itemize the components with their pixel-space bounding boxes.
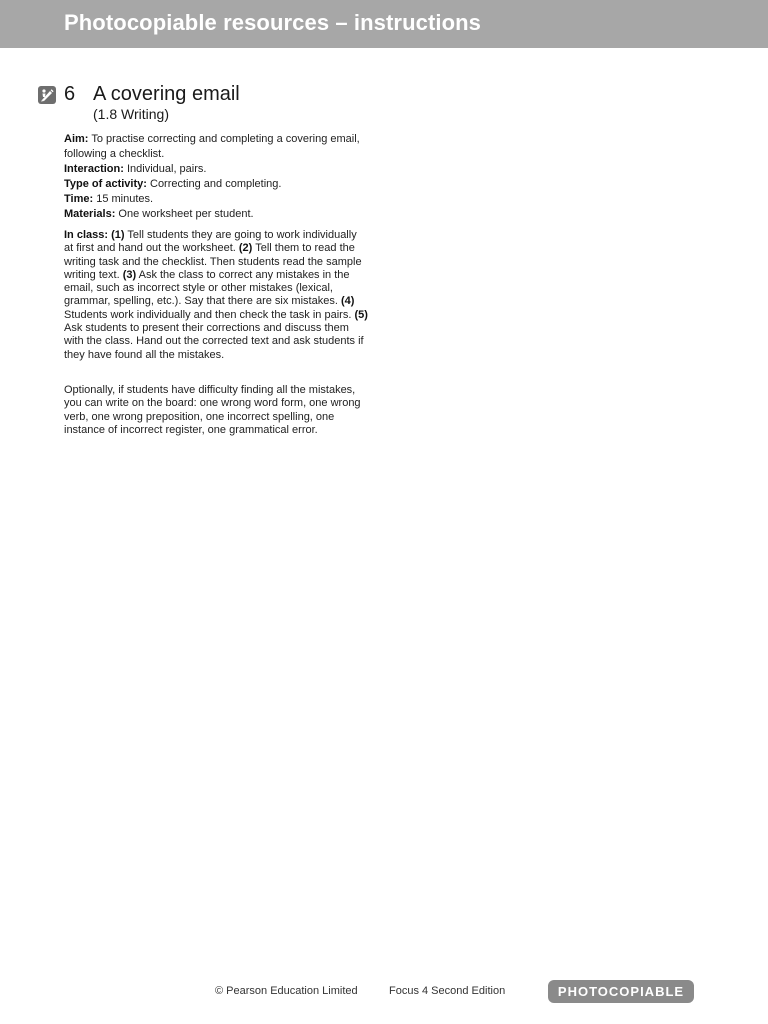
activity-meta: [64, 132, 364, 222]
step-number: (2): [238, 242, 253, 255]
page-header: [0, 0, 768, 48]
in-class-label: In class:: [64, 229, 109, 241]
step-text: Ask the class to correct any mistakes in the email, such as incorrect style or other mistakes (lexical, grammar, spelling, etc.). Say that there are six mistakes.: [64, 268, 350, 308]
section-subtitle: (1.8 Writing): [93, 106, 169, 122]
step-text: Students work individually and then check the task in pairs.: [64, 308, 352, 321]
aim-label: Aim:: [64, 133, 89, 145]
header-title: Photocopiable resources – instructions: [64, 10, 482, 35]
photocopiable-badge: PHOTOCOPIABLE: [548, 980, 694, 1003]
time-label: Time:: [64, 193, 94, 205]
materials-label: Materials:: [64, 208, 116, 220]
step-text: Tell students they are going to work individually at first and hand out the worksheet.: [64, 229, 357, 255]
materials-text: One worksheet per student.: [118, 208, 254, 220]
aim-row: [64, 132, 364, 162]
interaction-text: Individual, pairs.: [126, 163, 207, 175]
step-number: (4): [340, 295, 355, 308]
step-number: (5): [354, 308, 368, 321]
footer-book-title: Focus 4 Second Edition: [389, 985, 506, 997]
activity-type-row: [64, 177, 364, 192]
step-number: (3): [122, 268, 137, 281]
step-text: Tell them to read the writing task and the checklist. Then students read the sample writing text.: [64, 242, 362, 281]
in-class-paragraph: [64, 229, 368, 362]
optional-note-paragraph: Optionally, if students have difficulty finding all the mistakes, you can write on the board: one wrong word form, one wrong verb, one wrong preposition, one incorrect spelling, one instance of incorrect register, one grammatical error.: [64, 384, 361, 436]
step-number: (1): [111, 229, 125, 241]
section-number: 6: [64, 83, 76, 105]
pencil-writing-icon: [38, 86, 56, 104]
section-title: A covering email: [93, 83, 240, 105]
aim-text: To practise correcting and completing a covering email, following a checklist.: [64, 133, 360, 160]
materials-row: [64, 207, 364, 222]
step-text: Ask students to present their corrections and discuss them with the class. Hand out the corrected text and ask students if they have found all the mistakes.: [64, 322, 364, 361]
time-row: [64, 192, 364, 207]
footer-copyright: © Pearson Education Limited: [215, 985, 358, 997]
interaction-row: [64, 162, 364, 177]
time-text: 15 minutes.: [96, 193, 154, 205]
interaction-label: Interaction:: [64, 163, 124, 175]
activity-type-text: Correcting and completing.: [150, 178, 282, 190]
activity-type-label: Type of activity:: [64, 178, 147, 190]
